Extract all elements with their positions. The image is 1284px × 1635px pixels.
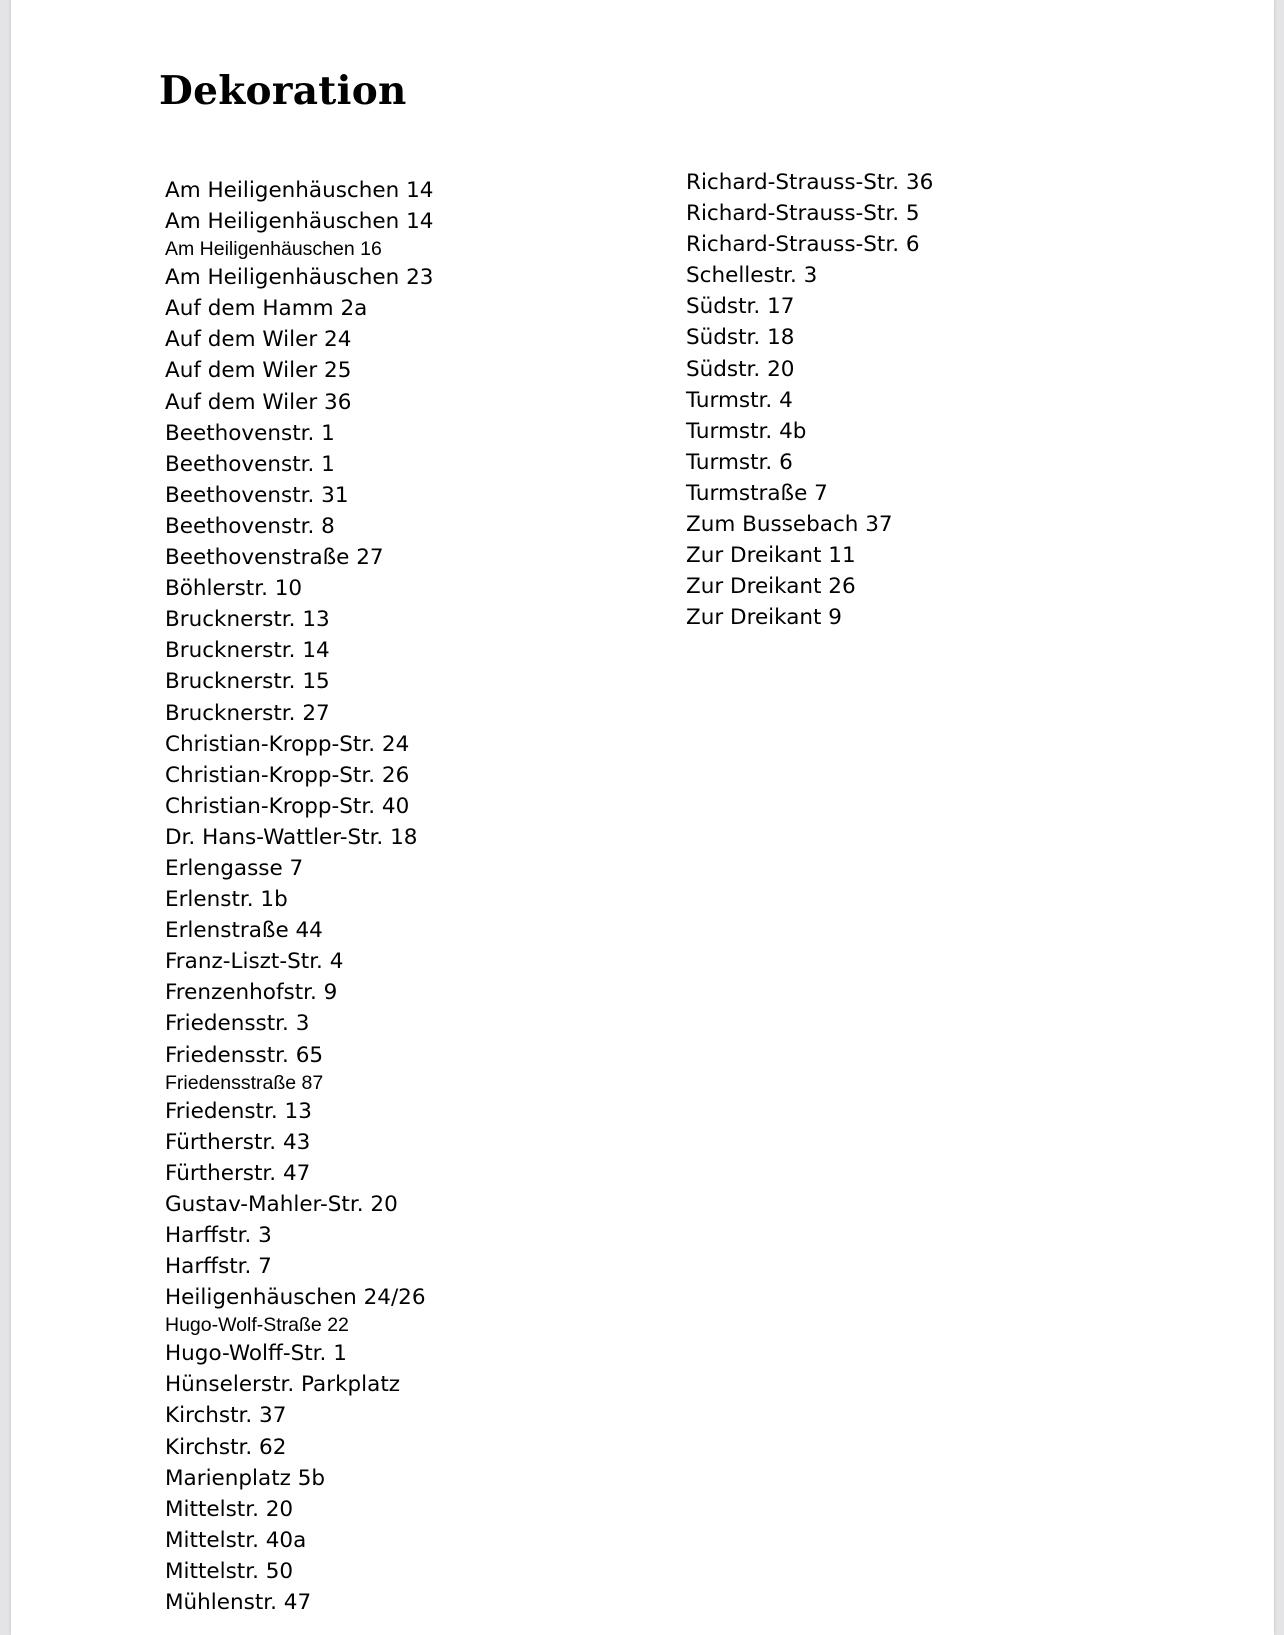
address-item: Richard-Strauss-Str. 36 <box>686 170 934 195</box>
address-item: Zur Dreikant 26 <box>686 574 856 600</box>
address-item: Am Heiligenhäuschen 14 <box>165 178 434 203</box>
address-item: Richard-Strauss-Str. 6 <box>686 232 920 258</box>
address-list-right <box>686 167 933 633</box>
address-item: Beethovenstr. 1 <box>165 451 335 477</box>
address-item: Dr. Hans-Wattler-Str. 18 <box>165 824 418 850</box>
address-item: Zum Bussebach 37 <box>686 512 893 538</box>
page-title: Dekoration <box>159 68 407 114</box>
address-item: Brucknerstr. 27 <box>165 700 330 726</box>
address-item: Beethovenstr. 1 <box>165 420 335 446</box>
address-item: Gustav-Mahler-Str. 20 <box>165 1191 398 1217</box>
address-item: Südstr. 18 <box>686 325 795 351</box>
address-item: Südstr. 20 <box>686 356 795 382</box>
address-item: Hugo-Wolff-Str. 1 <box>165 1341 347 1367</box>
address-item: Brucknerstr. 13 <box>165 607 330 633</box>
address-item: Beethovenstr. 8 <box>165 513 335 539</box>
address-list-left <box>165 175 433 1618</box>
address-item: Erlenstr. 1b <box>165 887 288 913</box>
address-item: Mittelstr. 40a <box>165 1527 307 1553</box>
address-item: Am Heiligenhäuschen 14 <box>165 209 434 235</box>
address-item: Friedensstr. 65 <box>165 1042 324 1068</box>
address-item: Friedensstr. 3 <box>165 1011 310 1037</box>
address-item: Friedenstr. 13 <box>165 1098 312 1124</box>
address-item: Christian-Kropp-Str. 40 <box>165 793 410 819</box>
address-item: Christian-Kropp-Str. 26 <box>165 762 410 788</box>
address-item: Beethovenstraße 27 <box>165 545 384 571</box>
address-item: Christian-Kropp-Str. 24 <box>165 731 410 757</box>
address-item: Turmstr. 4b <box>686 418 807 444</box>
address-item: Böhlerstr. 10 <box>165 576 303 602</box>
address-item: Mühlenstr. 47 <box>165 1590 312 1616</box>
address-item: Auf dem Wiler 24 <box>165 327 352 353</box>
address-item: Erlenstraße 44 <box>165 918 323 944</box>
document-page <box>11 0 1274 1635</box>
address-item: Kirchstr. 62 <box>165 1434 287 1460</box>
address-item: Südstr. 17 <box>686 294 795 320</box>
address-item: Zur Dreikant 11 <box>686 543 856 569</box>
address-item: Marienplatz 5b <box>165 1465 326 1491</box>
address-item: Harffstr. 3 <box>165 1223 272 1248</box>
address-item: Turmstr. 4 <box>686 387 793 413</box>
address-item: Kirchstr. 37 <box>165 1403 287 1429</box>
address-item: Am Heiligenhäuschen 16 <box>165 238 382 261</box>
address-item: Auf dem Hamm 2a <box>165 296 368 322</box>
address-item: Frenzenhofstr. 9 <box>165 980 338 1006</box>
address-item: Auf dem Wiler 36 <box>165 389 352 415</box>
address-item: Brucknerstr. 14 <box>165 638 330 664</box>
address-item: Hünselerstr. Parkplatz <box>165 1372 401 1398</box>
address-item: Auf dem Wiler 25 <box>165 358 352 384</box>
address-item: Franz-Liszt-Str. 4 <box>165 949 344 975</box>
address-item: Mittelstr. 50 <box>165 1558 294 1584</box>
address-item: Zur Dreikant 9 <box>686 605 842 631</box>
address-item: Fürtherstr. 43 <box>165 1129 311 1155</box>
address-item: Fürtherstr. 47 <box>165 1160 311 1186</box>
address-item: Turmstraße 7 <box>686 480 828 506</box>
address-item: Friedensstraße 87 <box>165 1071 324 1094</box>
address-item: Beethovenstr. 31 <box>165 482 349 508</box>
address-item: Brucknerstr. 15 <box>165 669 330 695</box>
address-item: Hugo-Wolf-Straße 22 <box>165 1314 349 1337</box>
address-item: Turmstr. 6 <box>686 449 793 475</box>
address-item: Am Heiligenhäuschen 23 <box>165 265 434 291</box>
address-item: Erlengasse 7 <box>165 855 304 881</box>
address-item: Heiligenhäuschen 24/26 <box>165 1285 426 1311</box>
address-item: Schellestr. 3 <box>686 263 818 289</box>
address-item: Mittelstr. 20 <box>165 1496 294 1522</box>
address-item: Richard-Strauss-Str. 5 <box>686 201 920 227</box>
address-item: Harffstr. 7 <box>165 1254 272 1280</box>
